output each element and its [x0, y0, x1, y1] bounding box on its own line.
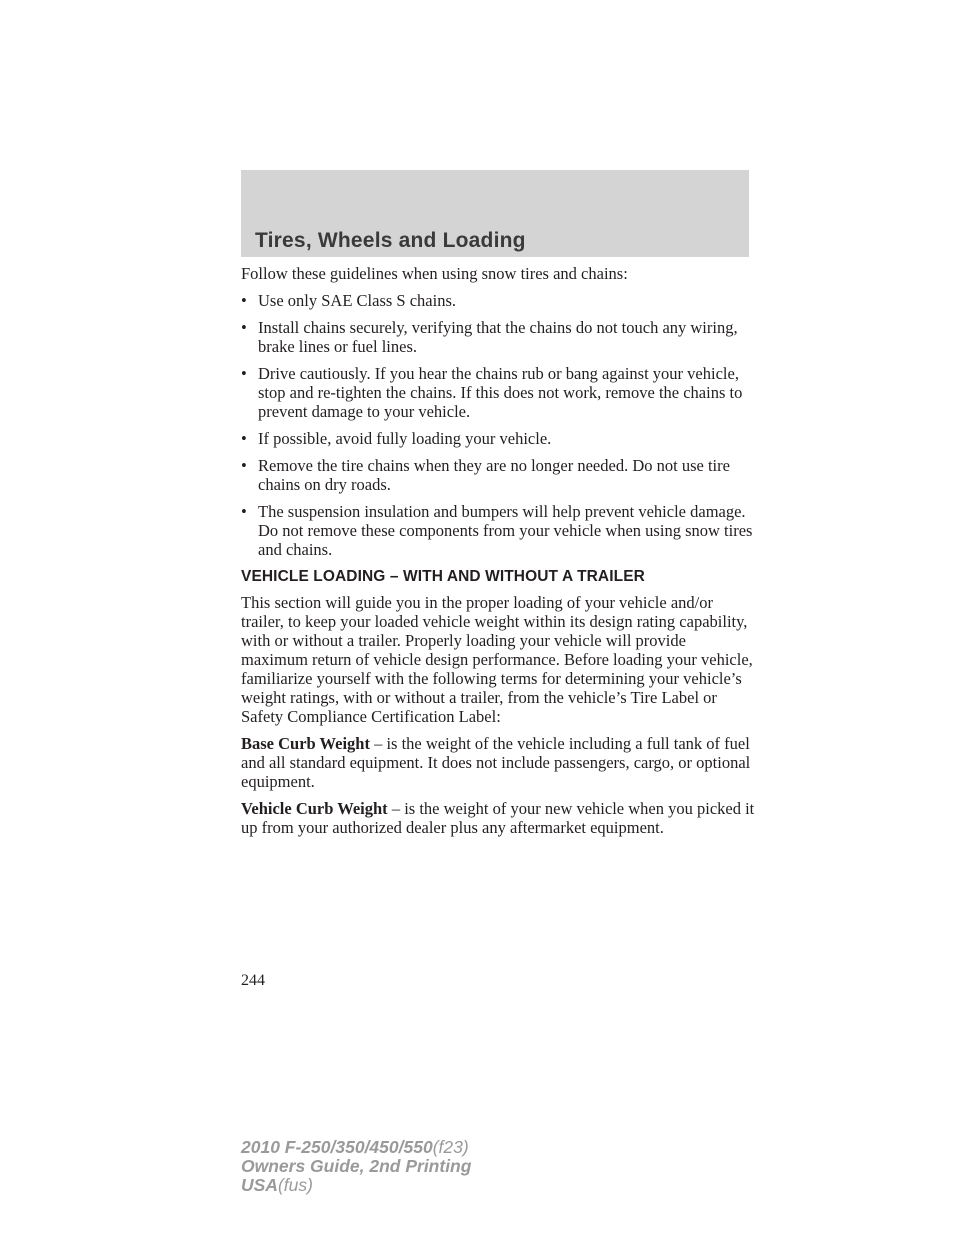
- bullet-icon: •: [241, 502, 247, 521]
- list-item: • Install chains securely, verifying that the chains do not touch any wiring, brake lines or fuel lines.: [241, 318, 738, 356]
- footer-line-model: 2010 F-250/350/450/550(f23): [241, 1137, 469, 1157]
- bullet-icon: •: [241, 364, 247, 383]
- bullet-icon: •: [241, 291, 247, 310]
- footer-line-market: USA(fus): [241, 1175, 313, 1195]
- section-header-band: [241, 170, 749, 257]
- definition-term: Base Curb Weight: [241, 734, 370, 753]
- definition-base-curb-weight: [241, 734, 756, 791]
- footer-line-edition: Owners Guide, 2nd Printing: [241, 1156, 472, 1176]
- bullet-icon: •: [241, 456, 247, 475]
- definition-term: Vehicle Curb Weight: [241, 799, 388, 818]
- section-title: Tires, Wheels and Loading: [255, 229, 526, 252]
- list-item: • If possible, avoid fully loading your vehicle.: [241, 429, 552, 448]
- list-item: • Remove the tire chains when they are no longer needed. Do not use tire chains on dry roads.: [241, 456, 730, 494]
- definition-vehicle-curb-weight: [241, 799, 756, 837]
- snow-chain-guidelines-list: [241, 291, 756, 559]
- definition-text: – is the weight of your new vehicle when you picked it up from your authorized dealer plus any aftermarket equipment.: [241, 799, 755, 837]
- definition-text: – is the weight of the vehicle including a full tank of fuel and all standard equipment. It does not include passengers, cargo, or optional equipment.: [241, 734, 751, 791]
- bullet-icon: •: [241, 429, 247, 448]
- list-item: • Use only SAE Class S chains.: [241, 291, 456, 310]
- loading-paragraph: This section will guide you in the proper loading of your vehicle and/or trailer, to keep your loaded vehicle weight within its design rating capability, with or without a trailer. Properly loading your vehicle will provide maximum return of vehicle design performance. Before loading your vehicle, familiarize yourself with the following terms for determining your vehicle’s weight ratings, with or without a trailer, from the vehicle’s Tire Label or Safety Compliance Certification Label:: [241, 593, 753, 726]
- document-footer: [241, 1138, 471, 1195]
- intro-text: Follow these guidelines when using snow tires and chains:: [241, 264, 628, 283]
- list-item: • The suspension insulation and bumpers will help prevent vehicle damage. Do not remove these components from your vehicle when using snow tires and chains.: [241, 502, 753, 559]
- page-content: [241, 264, 756, 845]
- list-item: • Drive cautiously. If you hear the chains rub or bang against your vehicle, stop and re-tighten the chains. If this does not work, remove the chains to prevent damage to your vehicle.: [241, 364, 743, 421]
- page-number: 244: [241, 972, 265, 989]
- bullet-icon: •: [241, 318, 247, 337]
- vehicle-loading-heading: VEHICLE LOADING – WITH AND WITHOUT A TRAILER: [241, 568, 645, 585]
